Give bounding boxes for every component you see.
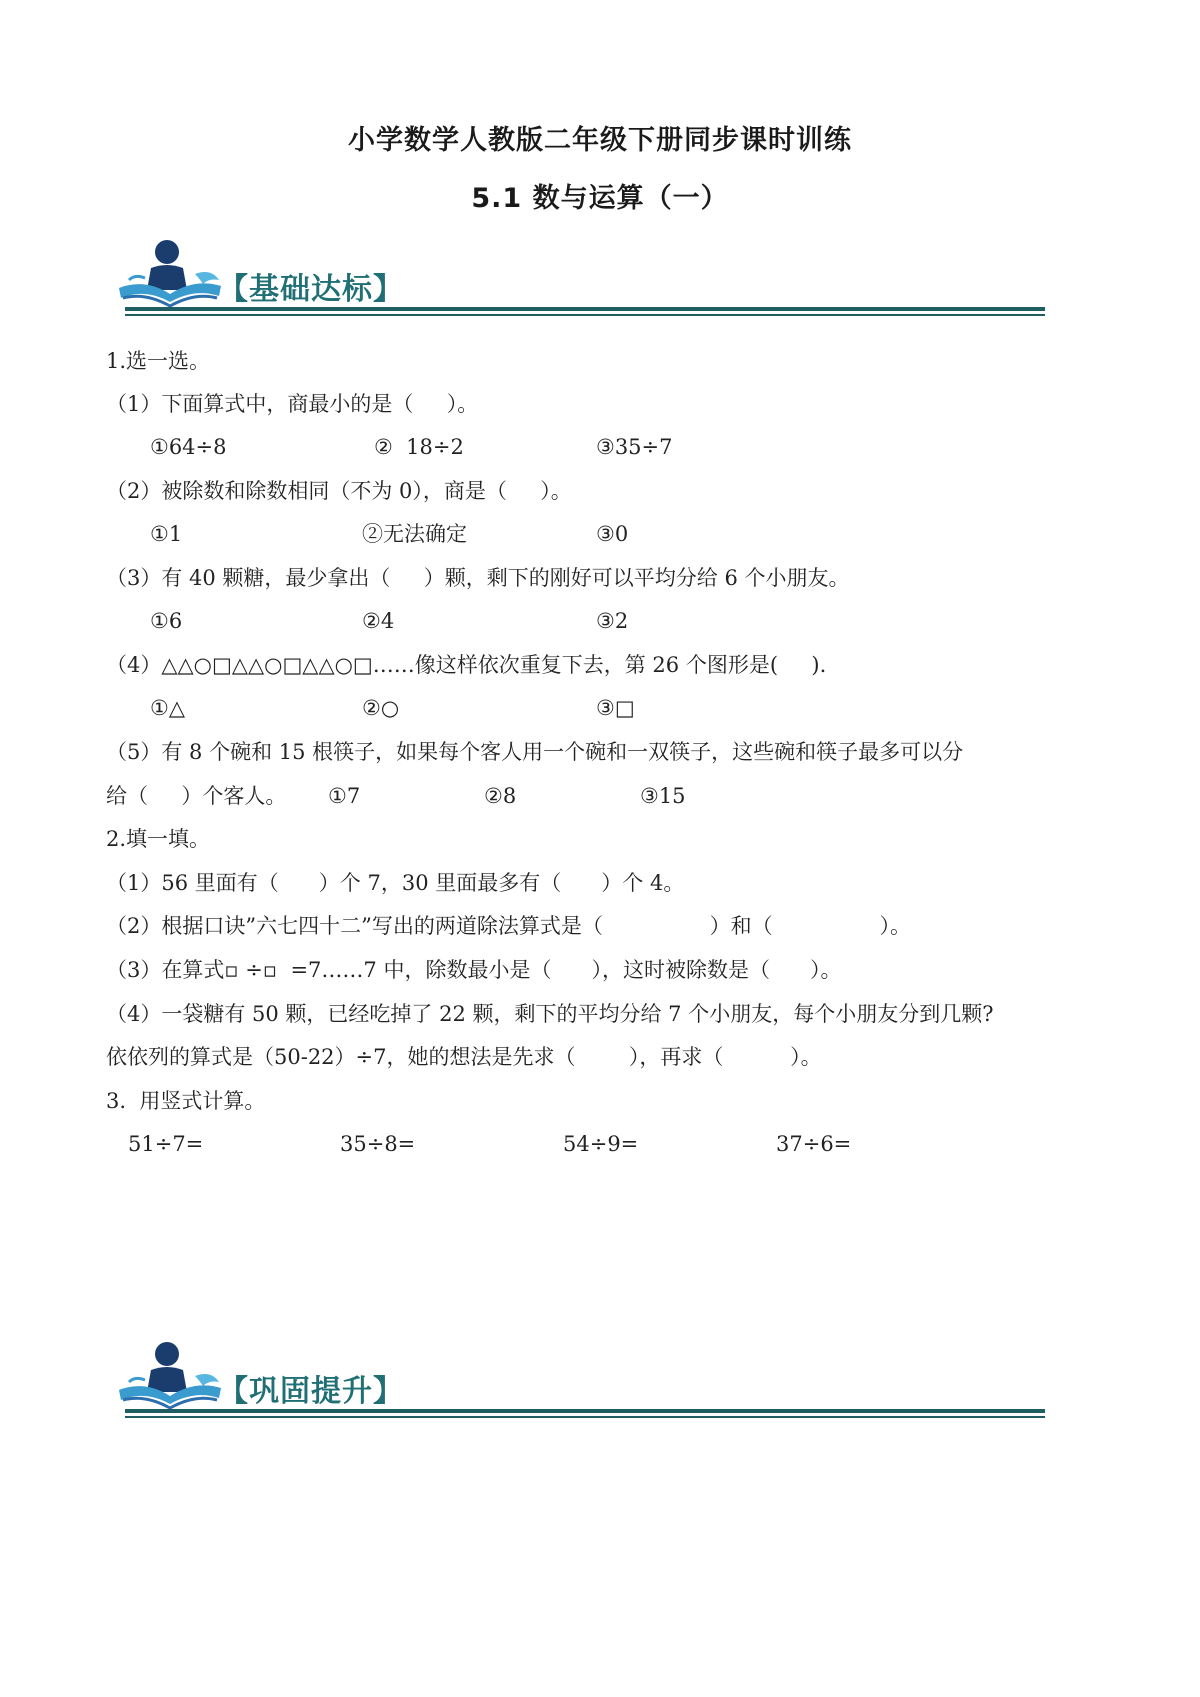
section-label-advanced: 【巩固提升】 [218, 1374, 404, 1409]
q3-calc-item: 54÷9= [563, 1132, 639, 1156]
q1-heading: 1.选一选。 [106, 349, 211, 373]
q1-part4-option-1: ①△ [150, 696, 185, 720]
q3-calc-item: 35÷8= [340, 1132, 416, 1156]
q1-part1-text: （1）下面算式中，商最小的是（ ）。 [106, 392, 479, 416]
section-divider-thin [125, 1416, 1045, 1418]
q2-part3: （3）在算式▫ ÷▫ =7……7 中，除数最小是（ ），这时被除数是（ ）。 [106, 958, 842, 982]
q1-part3-option-2: ②4 [362, 609, 395, 633]
q1-part4-text: （4）△△○□△△○□△△○□……像这样依次重复下去，第 26 个图形是( ). [106, 653, 827, 677]
q1-part3-option-3: ③2 [596, 609, 629, 633]
section-label-basic: 【基础达标】 [218, 272, 404, 307]
q1-part5-text: （5）有 8 个碗和 15 根筷子，如果每个客人用一个碗和一双筷子，这些碗和筷子最多可以分 [106, 740, 964, 764]
section-header-advanced [115, 1340, 1045, 1440]
q1-part5-option-1: ①7 [328, 784, 361, 808]
section-header-basic [115, 238, 1045, 338]
q3-calc-item: 37÷6= [776, 1132, 852, 1156]
q1-part5-option-3: ③15 [640, 784, 686, 808]
q1-part4-option-2: ②○ [362, 696, 400, 720]
section-divider-thin [125, 314, 1045, 316]
q3-calc-item: 51÷7= [128, 1132, 204, 1156]
q1-part2-option-3: ③0 [596, 522, 629, 546]
q3-heading: 3. 用竖式计算。 [106, 1089, 266, 1113]
q2-heading: 2.填一填。 [106, 827, 211, 851]
q1-part5-option-2: ②8 [484, 784, 517, 808]
q1-part2-option-1: ①1 [150, 522, 183, 546]
q1-part2-text: （2）被除数和除数相同（不为 0），商是（ ）。 [106, 479, 572, 503]
section-divider [125, 1409, 1045, 1413]
page-subtitle: 5.1 数与运算（一） [471, 183, 729, 214]
q1-part3-text: （3）有 40 颗糖，最少拿出（ ）颗，剩下的刚好可以平均分给 6 个小朋友。 [106, 566, 850, 590]
q1-part3-option-1: ①6 [150, 609, 183, 633]
reading-person-book-icon [115, 238, 225, 318]
q1-part1-option-2: ② 18÷2 [374, 435, 464, 459]
page-title: 小学数学人教版二年级下册同步课时训练 [348, 125, 852, 156]
q1-part1-option-3: ③35÷7 [596, 435, 673, 459]
q2-part2: （2）根据口诀”六七四十二”写出的两道除法算式是（ ）和（ ）。 [106, 914, 911, 938]
section-divider [125, 307, 1045, 311]
q2-part4: （4）一袋糖有 50 颗，已经吃掉了 22 颗，剩下的平均分给 7 个小朋友，每个小朋友分到几颗? [106, 1002, 994, 1026]
q2-part1: （1）56 里面有（ ）个 7，30 里面最多有（ ）个 4。 [106, 871, 685, 895]
reading-person-book-icon [115, 1340, 225, 1420]
q1-part4-option-3: ③□ [596, 696, 635, 720]
q2-part4-continuation: 依依列的算式是（50-22）÷7，她的想法是先求（ ），再求（ ）。 [106, 1045, 822, 1069]
q1-part5-continuation: 给（ ）个客人。 [106, 784, 287, 808]
q1-part2-option-2: ②无法确定 [362, 522, 467, 546]
q1-part1-option-1: ①64÷8 [150, 435, 227, 459]
